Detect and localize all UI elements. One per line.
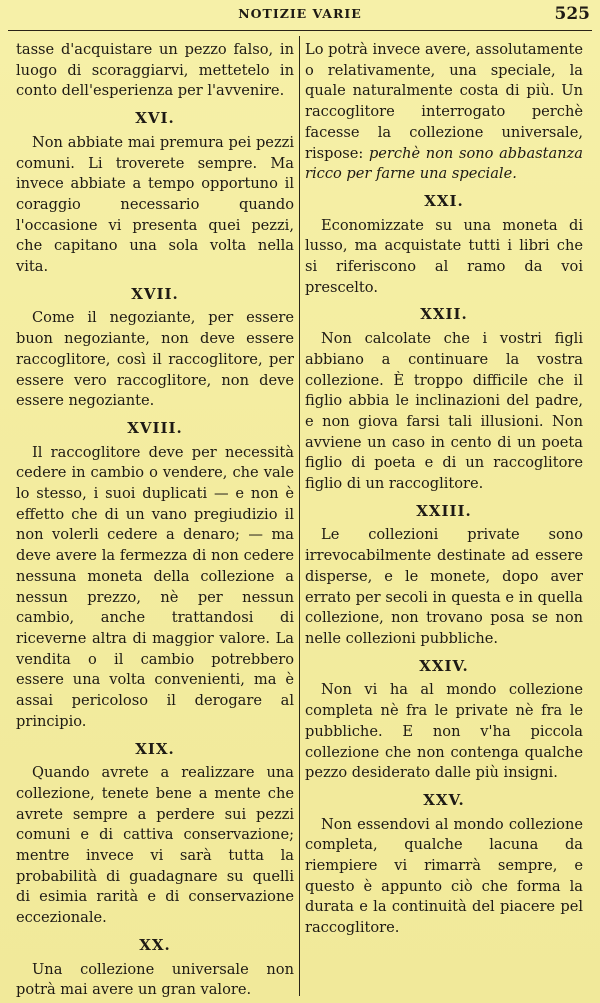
continued-paragraph: tasse d'acquistare un pezzo falso, in luogo di scoraggiarvi, mettetelo in conto dell'esperienza per l'avvenire. (16, 41, 294, 100)
header-rule (8, 30, 592, 31)
section-text: Non essendovi al mondo collezione completa, qualche lacuna da riempiere vi rimarrà sempre, e questo è appunto ciò che forma la durata e la continuità del piacere pel raccoglitore. (305, 815, 583, 937)
section-text: Non abbiate mai premura pei pezzi comuni. Li troverete sempre. Ma invece abbiate a tempo opportuno il coraggio necessario quando l'occasione vi presenta quei pezzi, che capitano una sola volta nella vita. (16, 133, 294, 276)
section-number: XIX. (135, 739, 175, 758)
left-column (16, 40, 294, 1001)
section-number: XVI. (135, 109, 175, 128)
section-text: Non vi ha al mondo collezione completa nè fra le private nè fra le pubbliche. E non v'ha piccola collezione che non contenga qualche pezzo desiderato dalle più insigni. (305, 681, 583, 782)
section-text: Quando avrete a realizzare una collezione, tenete bene a mente che avrete sempre a perdere sui pezzi comuni e di cattiva conservazione; mentre invece vi sarà tutta la probabilità di guadagnare su quelli di esimia rarità e di conservazione eccezionale. (16, 764, 294, 927)
continued-paragraph (305, 40, 583, 185)
section-number: XVIII. (127, 418, 183, 437)
running-head: NOTIZIE VARIE (238, 6, 362, 21)
section-text: Economizzate su una moneta di lusso, ma acquistate tutti i libri che si riferiscono al ramo da voi prescelto. (305, 216, 583, 296)
column-rule (299, 36, 300, 996)
quoted-answer: perchè non sono abbastanza ricco per farne una speciale. (305, 144, 583, 183)
section-text: Le collezioni private sono irrevocabilmente destinate ad essere disperse, e le monete, dopo aver errato per secoli in questa e in quella collezione, non trovano posa se non nelle collezioni pubbliche. (305, 526, 583, 647)
section-text: Una collezione universale non potrà mai avere un gran valore. (16, 960, 294, 999)
page-number: 525 (554, 4, 590, 24)
section-number: XVII. (131, 284, 179, 303)
section-number: XXI. (424, 191, 464, 210)
section-number: XXIII. (416, 501, 472, 520)
section-number: XX. (139, 935, 171, 954)
section-number: XXV. (423, 790, 465, 809)
page-header (0, 4, 600, 26)
section-text: Non calcolate che i vostri figli abbiano a continuare la vostra collezione. È troppo difficile che il figlio abbia le inclinazioni del padre, e non giova farsi tali illusioni. Non avviene un caso in cento di un poeta figlio di poeta e di un raccoglitore figlio di un raccoglitore. (305, 330, 583, 493)
section-number: XXII. (420, 305, 468, 324)
section-text: Come il negoziante, per essere buon negoziante, non deve essere raccoglitore, così il raccoglitore, per essere vero raccoglitore, non deve essere negoziante. (16, 309, 294, 410)
right-column (305, 40, 583, 939)
continued-text: Lo potrà invece avere, assolutamente o relativamente, una speciale, la quale naturalmente costa di più. Un raccoglitore interrogato perchè facesse la collezione universale, rispose: (305, 41, 583, 162)
section-number: XXIV. (419, 656, 469, 675)
section-text: Il raccoglitore deve per necessità cedere in cambio o vendere, che vale lo stesso, i suoi duplicati — e non è effetto che di un vano pregiudizio il non volerli cedere a denaro; — ma deve avere la fermezza di non cedere nessuna moneta della collezione a nessun prezzo, nè per nessun cambio, anche trattandosi di riceverne altra di maggior valore. La vendita o il cambio potrebbero essere una volta convenienti, ma è assai pericoloso il derogare al principio. (16, 443, 294, 730)
